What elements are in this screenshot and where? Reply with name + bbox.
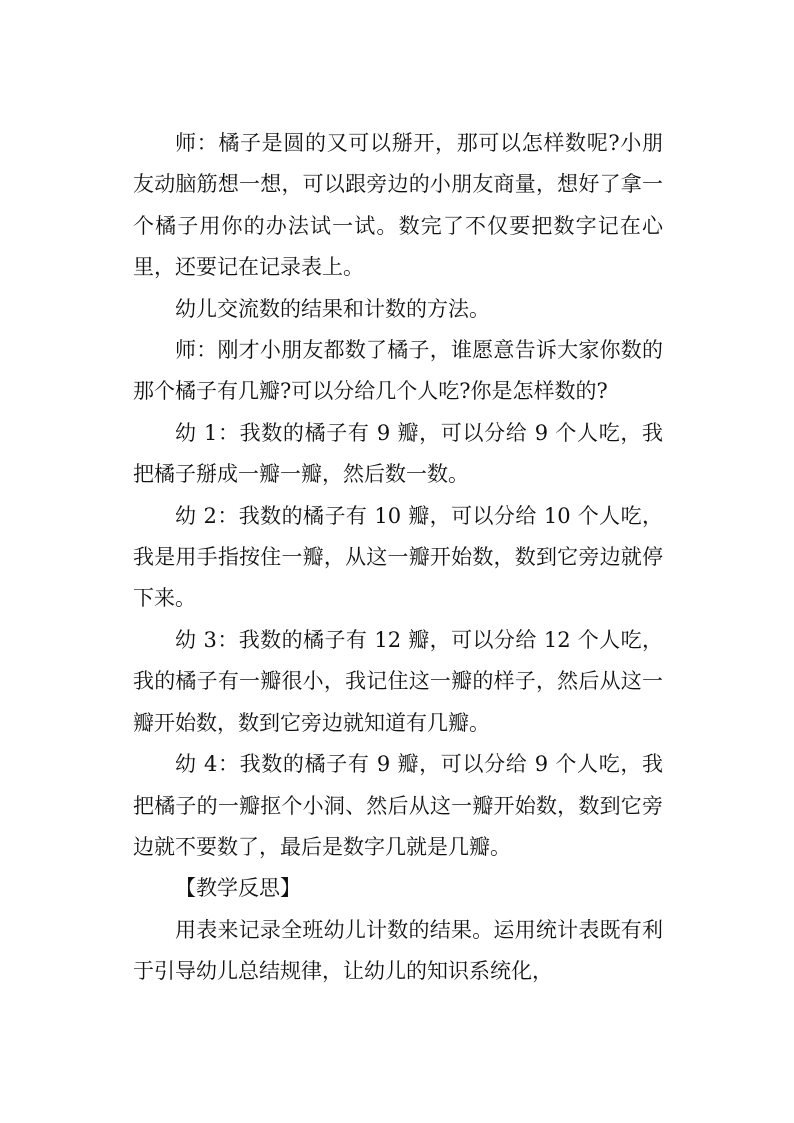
paragraph-teacher-question: 师：橘子是圆的又可以掰开，那可以怎样数呢?小朋友动脑筋想一想，可以跟旁边的小朋友商量，想好了拿一个橘子用你的办法试一试。数完了不仅要把数字记在心里，还要记在记录表上。: [133, 131, 663, 280]
document-body: [133, 123, 663, 993]
paragraph-teacher-ask: 师：刚才小朋友都数了橘子，谁愿意告诉大家你数的那个橘子有几瓣?可以分给几个人吃?你是怎样数的?: [133, 338, 663, 404]
section-heading-reflection: 【教学反思】: [175, 876, 301, 901]
paragraph-child-2: 幼 2：我数的橘子有 10 瓣，可以分给 10 个人吃，我是用手指按住一瓣，从这一瓣开始数，数到它旁边就停下来。: [133, 503, 663, 611]
paragraph-child-1: 幼 1：我数的橘子有 9 瓣，可以分给 9 个人吃，我把橘子掰成一瓣一瓣，然后数一数。: [133, 420, 663, 487]
paragraph-reflection: 用表来记录全班幼儿计数的结果。运用统计表既有利于引导幼儿总结规律，让幼儿的知识系统化，: [133, 917, 663, 984]
paragraph-exchange-results: 幼儿交流数的结果和计数的方法。: [175, 296, 490, 321]
paragraph-child-3: 幼 3：我数的橘子有 12 瓣，可以分给 12 个人吃，我的橘子有一瓣很小，我记住这一瓣的样子，然后从这一瓣开始数，数到它旁边就知道有几瓣。: [133, 627, 663, 735]
paragraph-child-4: 幼 4：我数的橘子有 9 瓣，可以分给 9 个人吃，我把橘子的一瓣抠个小洞、然后从这一瓣开始数，数到它旁边就不要数了，最后是数字几就是几瓣。: [133, 752, 663, 859]
